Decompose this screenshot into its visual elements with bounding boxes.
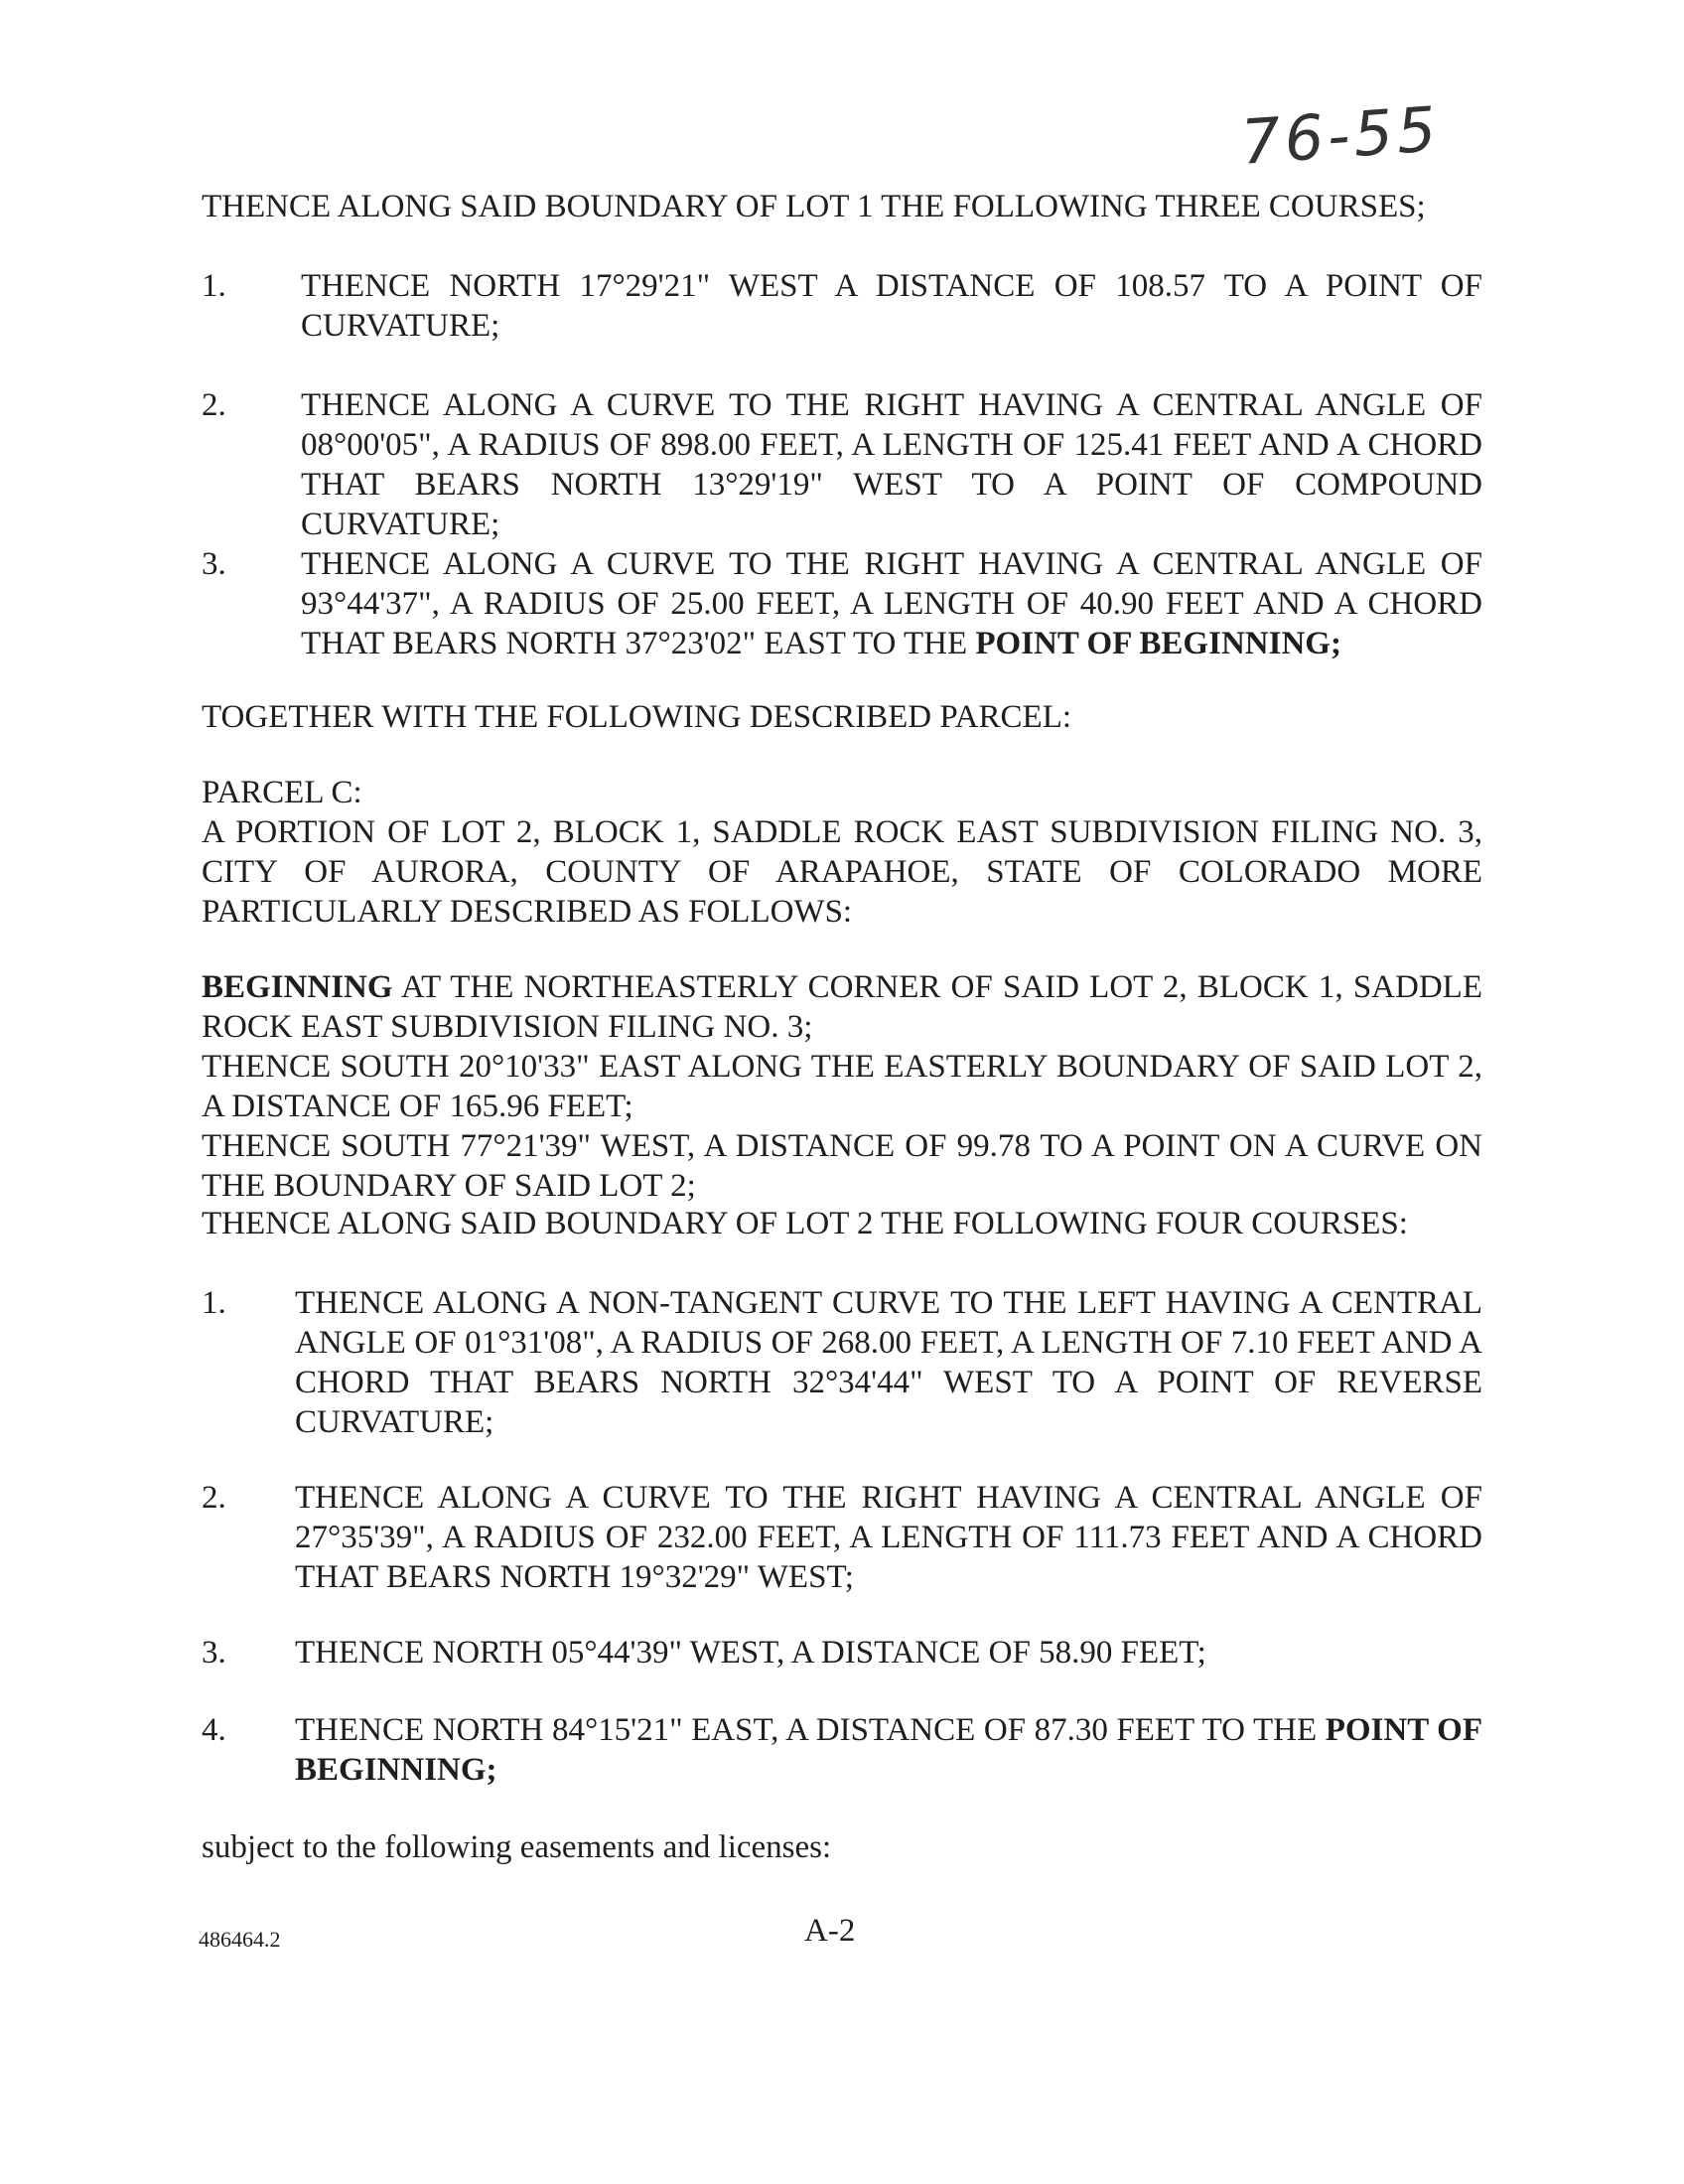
document-id: 486464.2 xyxy=(199,1927,281,1952)
course-text: THENCE ALONG A CURVE TO THE RIGHT HAVING A CENTRAL ANGLE OF 93°44'37", A RADIUS OF 25.00 FEET, A LENGTH OF 40.90 FEET AND A CHORD THAT BEARS NORTH 37°23'02" EAST TO THE POINT OF BEGINNING; xyxy=(301,546,1482,661)
course-number: 1. xyxy=(202,1285,226,1321)
course-text: THENCE ALONG A CURVE TO THE RIGHT HAVING A CENTRAL ANGLE OF 08°00'05", A RADIUS OF 898.00 FEET, A LENGTH OF 125.41 FEET AND A CHORD THAT BEARS NORTH 13°29'19" WEST TO A POINT OF COMPOUND CURVATURE; xyxy=(301,387,1482,542)
bold-phrase: BEGINNING xyxy=(202,969,393,1005)
thence-along-lot-2: THENCE ALONG SAID BOUNDARY OF LOT 2 THE FOLLOWING FOUR COURSES: xyxy=(202,1206,1408,1241)
beginning-paragraph: BEGINNING AT THE NORTHEASTERLY CORNER OF SAID LOT 2, BLOCK 1, SADDLE ROCK EAST SUBDIVISION FILING NO. 3; xyxy=(202,969,1482,1045)
course-number: 4. xyxy=(202,1712,226,1748)
course-text: THENCE NORTH 05°44'39" WEST, A DISTANCE OF 58.90 FEET; xyxy=(295,1635,1206,1671)
course-text: THENCE NORTH 17°29'21" WEST A DISTANCE OF 108.57 TO A POINT OF CURVATURE; xyxy=(301,268,1482,344)
course-text: THENCE NORTH 84°15'21" EAST, A DISTANCE OF 87.30 FEET TO THE POINT OF BEGINNING; xyxy=(295,1712,1483,1788)
thence-south-2: THENCE SOUTH 77°21'39" WEST, A DISTANCE OF 99.78 TO A POINT ON A CURVE ON THE BOUNDARY OF SAID LOT 2; xyxy=(202,1128,1482,1204)
course-number: 3. xyxy=(202,1635,226,1671)
course-text: THENCE ALONG A NON-TANGENT CURVE TO THE LEFT HAVING A CENTRAL ANGLE OF 01°31'08", A RADIUS OF 268.00 FEET, A LENGTH OF 7.10 FEET AND A CHORD THAT BEARS NORTH 32°34'44" WEST TO A POINT OF REVERSE CURVATURE; xyxy=(295,1285,1482,1440)
thence-south-1: THENCE SOUTH 20°10'33" EAST ALONG THE EASTERLY BOUNDARY OF SAID LOT 2, A DISTANCE OF 165.96 FEET; xyxy=(202,1049,1482,1124)
course-number: 2. xyxy=(202,387,226,423)
course-number: 3. xyxy=(202,546,226,582)
course-number: 2. xyxy=(202,1480,226,1516)
bold-phrase: POINT OF BEGINNING; xyxy=(975,626,1341,661)
course-text: THENCE ALONG A CURVE TO THE RIGHT HAVING A CENTRAL ANGLE OF 27°35'39", A RADIUS OF 232.00 FEET, A LENGTH OF 111.73 FEET AND A CHORD THAT BEARS NORTH 19°32'29" WEST; xyxy=(295,1480,1482,1595)
bold-phrase: POINT OF BEGINNING; xyxy=(295,1712,1483,1788)
intro-heading: THENCE ALONG SAID BOUNDARY OF LOT 1 THE FOLLOWING THREE COURSES; xyxy=(202,189,1426,224)
handwritten-note: 76-55 xyxy=(1238,92,1443,179)
page-number: A-2 xyxy=(804,1913,856,1949)
parcel-description: A PORTION OF LOT 2, BLOCK 1, SADDLE ROCK EAST SUBDIVISION FILING NO. 3, CITY OF AURORA, COUNTY OF ARAPAHOE, STATE OF COLORADO MORE PARTICULARLY DESCRIBED AS FOLLOWS: xyxy=(202,814,1482,930)
together-line: TOGETHER WITH THE FOLLOWING DESCRIBED PARCEL: xyxy=(202,699,1072,735)
course-number: 1. xyxy=(202,268,226,304)
parcel-label: PARCEL C: xyxy=(202,775,362,810)
subject-line: subject to the following easements and licenses: xyxy=(202,1829,832,1865)
